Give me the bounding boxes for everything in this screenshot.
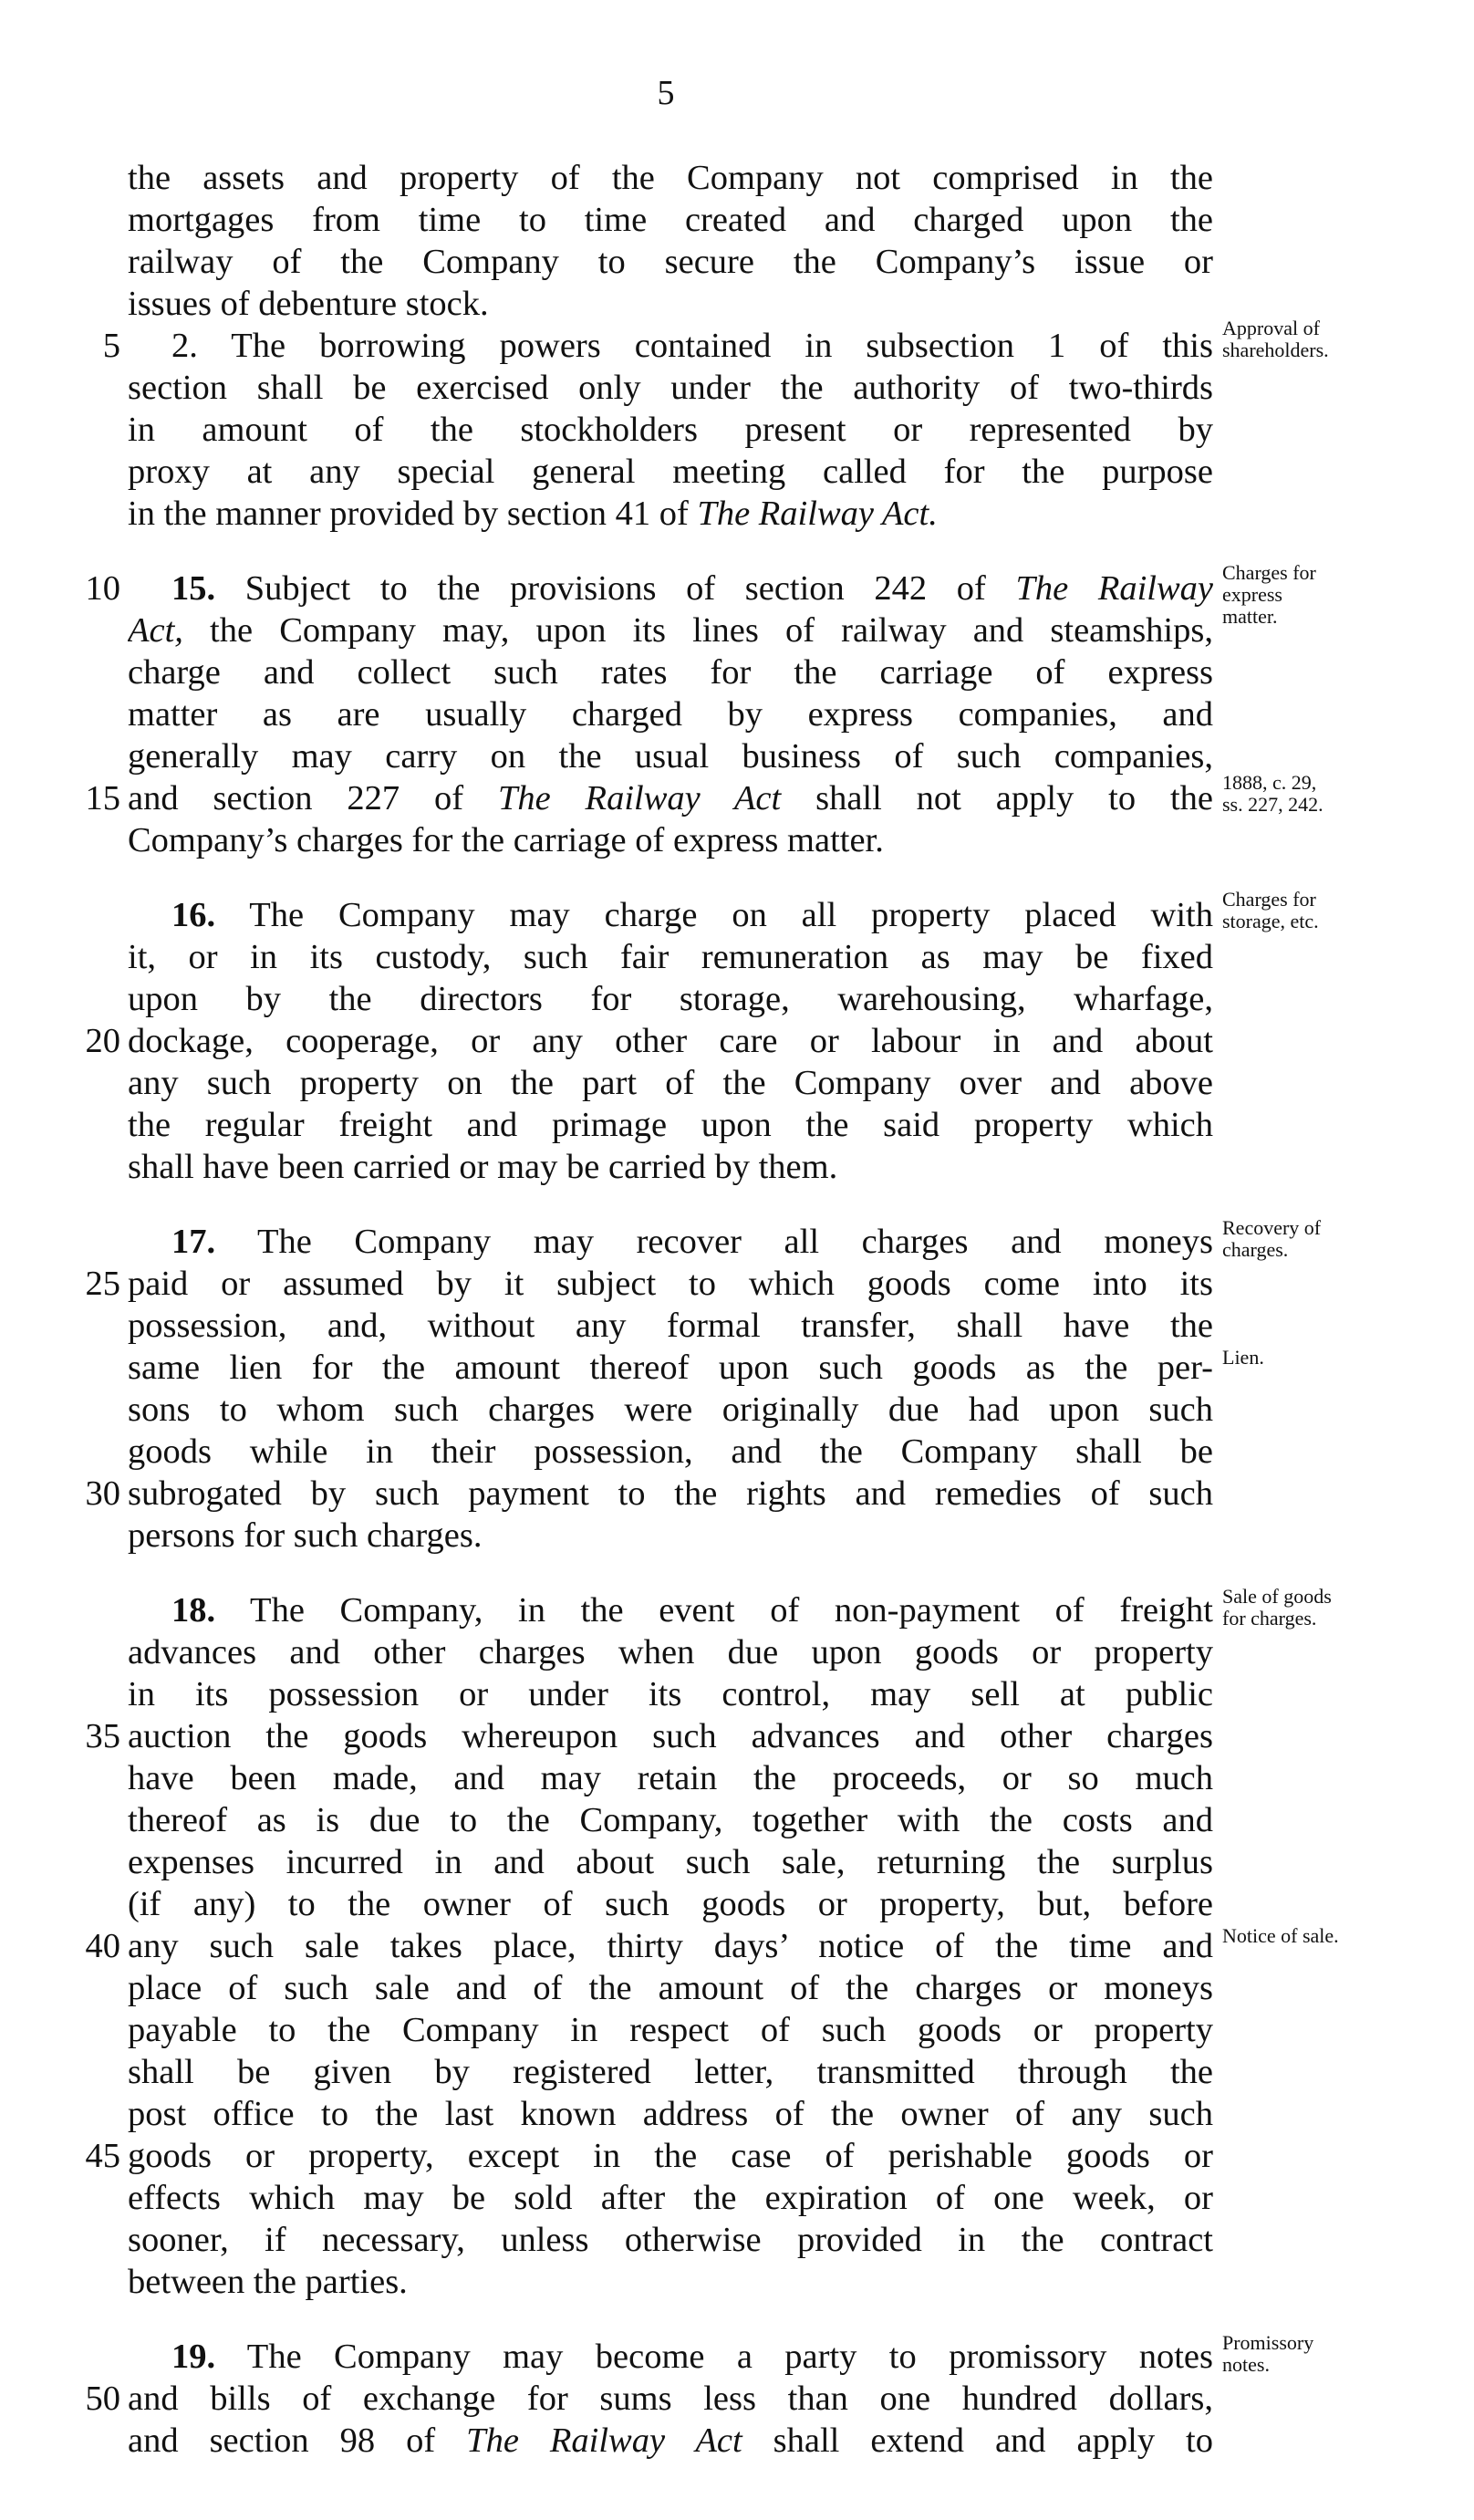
line-text: any such property on the part of the Company over and above <box>128 1064 1213 1102</box>
margin-note-line: Charges for <box>1222 562 1316 584</box>
line-text: effects which may be sold after the expiration of one week, or <box>128 2179 1213 2217</box>
margin-note <box>1222 1347 1469 1369</box>
line-number: 20 <box>85 1022 120 1060</box>
line-text: issues of debenture stock. <box>128 285 489 323</box>
line-text: The Company may charge on all property placed with <box>215 896 1213 934</box>
line-text: any such sale takes place, thirty days’ notice of the time and <box>128 1927 1213 1965</box>
line-number: 5 <box>102 327 120 365</box>
page-number: 5 <box>657 74 675 112</box>
margin-note <box>1222 562 1469 628</box>
line-text: dockage, cooperage, or any other care or labour in and about <box>128 1022 1213 1060</box>
text-line <box>171 892 1213 938</box>
line-text: shall be given by registered letter, transmitted through the <box>128 2053 1213 2091</box>
text-line <box>128 449 1213 495</box>
line-text: subrogated by such payment to the rights and remedies of such <box>128 1474 1213 1513</box>
statute-reference: The Railway Act <box>466 2421 742 2460</box>
margin-note-line: Notice of sale. <box>1222 1925 1339 1947</box>
text-line <box>128 2217 1213 2263</box>
line-text: shall have been carried or may be carried by them. <box>128 1148 838 1186</box>
line-text: payable to the Company in respect of such goods or property <box>128 2011 1213 2049</box>
line-number: 40 <box>85 1927 120 1965</box>
statute-reference: Act, <box>128 611 183 650</box>
section-number: 18. <box>171 1591 216 1630</box>
text-line <box>171 2334 1213 2379</box>
statute-reference: The Railway Act. <box>697 495 938 533</box>
text-line <box>128 1513 1213 1558</box>
margin-note-line: Promissory <box>1222 2332 1314 2354</box>
text-line <box>128 1060 1213 1106</box>
text-line <box>171 566 1213 611</box>
line-text: thereof as is due to the Company, together with the costs and <box>128 1801 1213 1839</box>
line-text: persons for such charges. <box>128 1516 483 1555</box>
line-text: charge and collect such rates for the carriage of express <box>128 653 1213 692</box>
line-text: the regular freight and primage upon the said property which <box>128 1106 1213 1144</box>
line-text: it, or in its custody, such fair remuneration as may be fixed <box>128 938 1213 976</box>
line-text: The Company may recover all charges and moneys <box>215 1223 1213 1261</box>
line-text: goods or property, except in the case of perishable goods or <box>128 2137 1213 2175</box>
line-text: and bills of exchange for sums less than one hundred dollars, <box>128 2379 1213 2418</box>
margin-note-line: storage, etc. <box>1222 910 1319 932</box>
text-line <box>128 1881 1213 1927</box>
text-line <box>128 2259 1213 2305</box>
text-line <box>128 1797 1213 1843</box>
line-text: possession, and, without any formal transfer, shall have the <box>128 1307 1213 1345</box>
statute-reference: The Railway <box>1015 569 1213 608</box>
line-text: place of such sale and of the amount of the charges or moneys <box>128 1969 1213 2007</box>
section-number: 15. <box>171 569 216 608</box>
margin-note-line: 1888, c. 29, <box>1222 772 1317 794</box>
text-line <box>128 650 1213 695</box>
margin-note-line: Lien. <box>1222 1347 1264 1369</box>
line-text: The Company may become a party to promissory notes <box>215 2338 1213 2376</box>
margin-note <box>1222 318 1469 361</box>
line-text: section shall be exercised only under the authority of two-thirds <box>128 369 1213 407</box>
margin-note-line: Charges for <box>1222 889 1316 911</box>
margin-note-line: express <box>1222 583 1282 606</box>
text-line <box>128 1839 1213 1885</box>
text-line <box>128 1755 1213 1801</box>
line-text: post office to the last known address of the owner of any such <box>128 2095 1213 2133</box>
line-text: auction the goods whereupon such advances and other charges <box>128 1717 1213 1755</box>
line-text: upon by the directors for storage, warehousing, wharfage, <box>128 980 1213 1018</box>
text-line <box>128 1144 1213 1190</box>
margin-note <box>1222 772 1469 816</box>
line-text: sons to whom such charges were originally due had upon such <box>128 1390 1213 1429</box>
margin-note <box>1222 1925 1469 1947</box>
text-line <box>128 1429 1213 1474</box>
margin-note <box>1222 2332 1469 2376</box>
line-number: 15 <box>85 779 120 817</box>
text-line <box>128 692 1213 737</box>
line-number: 30 <box>85 1474 120 1513</box>
section-number: 19. <box>171 2338 216 2376</box>
line-number: 50 <box>85 2379 120 2418</box>
line-text: the Company may, upon its lines of railway and steamships, <box>182 611 1213 650</box>
margin-note <box>1222 1586 1469 1630</box>
line-text: the assets and property of the Company not comprised in the <box>128 159 1213 197</box>
margin-note-line: Approval of <box>1222 318 1320 339</box>
line-text: 2. The borrowing powers contained in subsection 1 of this <box>171 327 1213 365</box>
text-line <box>128 281 1213 327</box>
text-line <box>128 155 1213 201</box>
line-text: (if any) to the owner of such goods or property, but, before <box>128 1885 1213 1923</box>
text-line <box>128 197 1213 243</box>
line-text: Company’s charges for the carriage of express matter. <box>128 821 884 859</box>
text-line <box>128 2175 1213 2221</box>
line-text: paid or assumed by it subject to which goods come into its <box>128 1265 1213 1303</box>
margin-note-line: ss. 227, 242. <box>1222 793 1323 816</box>
line-text: in its possession or under its control, may sell at public <box>128 1675 1213 1713</box>
text-line <box>128 934 1213 980</box>
line-number: 25 <box>85 1265 120 1303</box>
text-line <box>128 1303 1213 1349</box>
section-number: 17. <box>171 1223 216 1261</box>
margin-note-line: Sale of goods <box>1222 1586 1332 1608</box>
margin-note-line: for charges. <box>1222 1607 1317 1630</box>
statute-reference: The Railway Act <box>497 779 782 817</box>
line-text: mortgages from time to time created and charged upon the <box>128 201 1213 239</box>
line-text: sooner, if necessary, unless otherwise provided in the contract <box>128 2221 1213 2259</box>
margin-note-line: notes. <box>1222 2353 1270 2376</box>
text-line <box>128 1018 1213 1064</box>
text-line <box>171 323 1213 369</box>
margin-note-line: shareholders. <box>1222 338 1329 361</box>
margin-note-line: Recovery of <box>1222 1217 1322 1239</box>
line-text: advances and other charges when due upon goods or property <box>128 1633 1213 1671</box>
text-line <box>128 2418 1213 2463</box>
line-text: and section 227 of <box>128 779 498 817</box>
text-line <box>128 365 1213 411</box>
line-text: expenses incurred in and about such sale, returning the surplus <box>128 1843 1213 1881</box>
line-text: have been made, and may retain the proceeds, or so much <box>128 1759 1213 1797</box>
margin-note <box>1222 889 1469 932</box>
text-line <box>128 1923 1213 1969</box>
text-line <box>128 776 1213 821</box>
text-line <box>128 1387 1213 1432</box>
text-line <box>128 1630 1213 1675</box>
line-text: proxy at any special general meeting called for the purpose <box>128 453 1213 491</box>
text-line <box>128 1671 1213 1717</box>
text-line <box>128 1713 1213 1759</box>
line-text: railway of the Company to secure the Company’s issue or <box>128 243 1213 281</box>
text-line <box>128 2376 1213 2421</box>
line-text: same lien for the amount thereof upon such goods as the per- <box>128 1349 1213 1387</box>
text-line <box>171 1219 1213 1265</box>
line-text: matter as are usually charged by express companies, and <box>128 695 1213 734</box>
text-line <box>128 1345 1213 1390</box>
text-line <box>128 491 1213 536</box>
text-line <box>128 976 1213 1022</box>
text-line <box>128 734 1213 779</box>
line-text: generally may carry on the usual business of such companies, <box>128 737 1213 776</box>
line-number: 10 <box>85 569 120 608</box>
margin-note <box>1222 1217 1469 1261</box>
line-number: 45 <box>85 2137 120 2175</box>
text-line <box>128 2091 1213 2137</box>
line-text: The Company, in the event of non-payment of freight <box>215 1591 1213 1630</box>
text-line <box>128 2049 1213 2095</box>
text-line <box>128 1471 1213 1516</box>
text-line <box>128 407 1213 453</box>
text-line <box>128 817 1213 863</box>
text-line <box>128 2133 1213 2179</box>
text-line <box>128 608 1213 653</box>
text-line <box>128 2007 1213 2053</box>
text-line <box>128 1261 1213 1307</box>
margin-note-line: charges. <box>1222 1238 1289 1261</box>
line-number: 35 <box>85 1717 120 1755</box>
margin-note-line: matter. <box>1222 605 1278 628</box>
line-text: shall extend and apply to <box>742 2421 1213 2460</box>
line-text: and section 98 of <box>128 2421 467 2460</box>
text-line <box>171 1588 1213 1633</box>
line-text: goods while in their possession, and the Company shall be <box>128 1432 1213 1471</box>
line-text: Subject to the provisions of section 242 of <box>215 569 1016 608</box>
line-text: in amount of the stockholders present or represented by <box>128 411 1213 449</box>
line-text: between the parties. <box>128 2263 408 2301</box>
text-line <box>128 239 1213 285</box>
text-line <box>128 1965 1213 2011</box>
section-number: 16. <box>171 896 216 934</box>
line-text: shall not apply to the <box>781 779 1213 817</box>
text-line <box>128 1102 1213 1148</box>
line-text: in the manner provided by section 41 of <box>128 495 698 533</box>
